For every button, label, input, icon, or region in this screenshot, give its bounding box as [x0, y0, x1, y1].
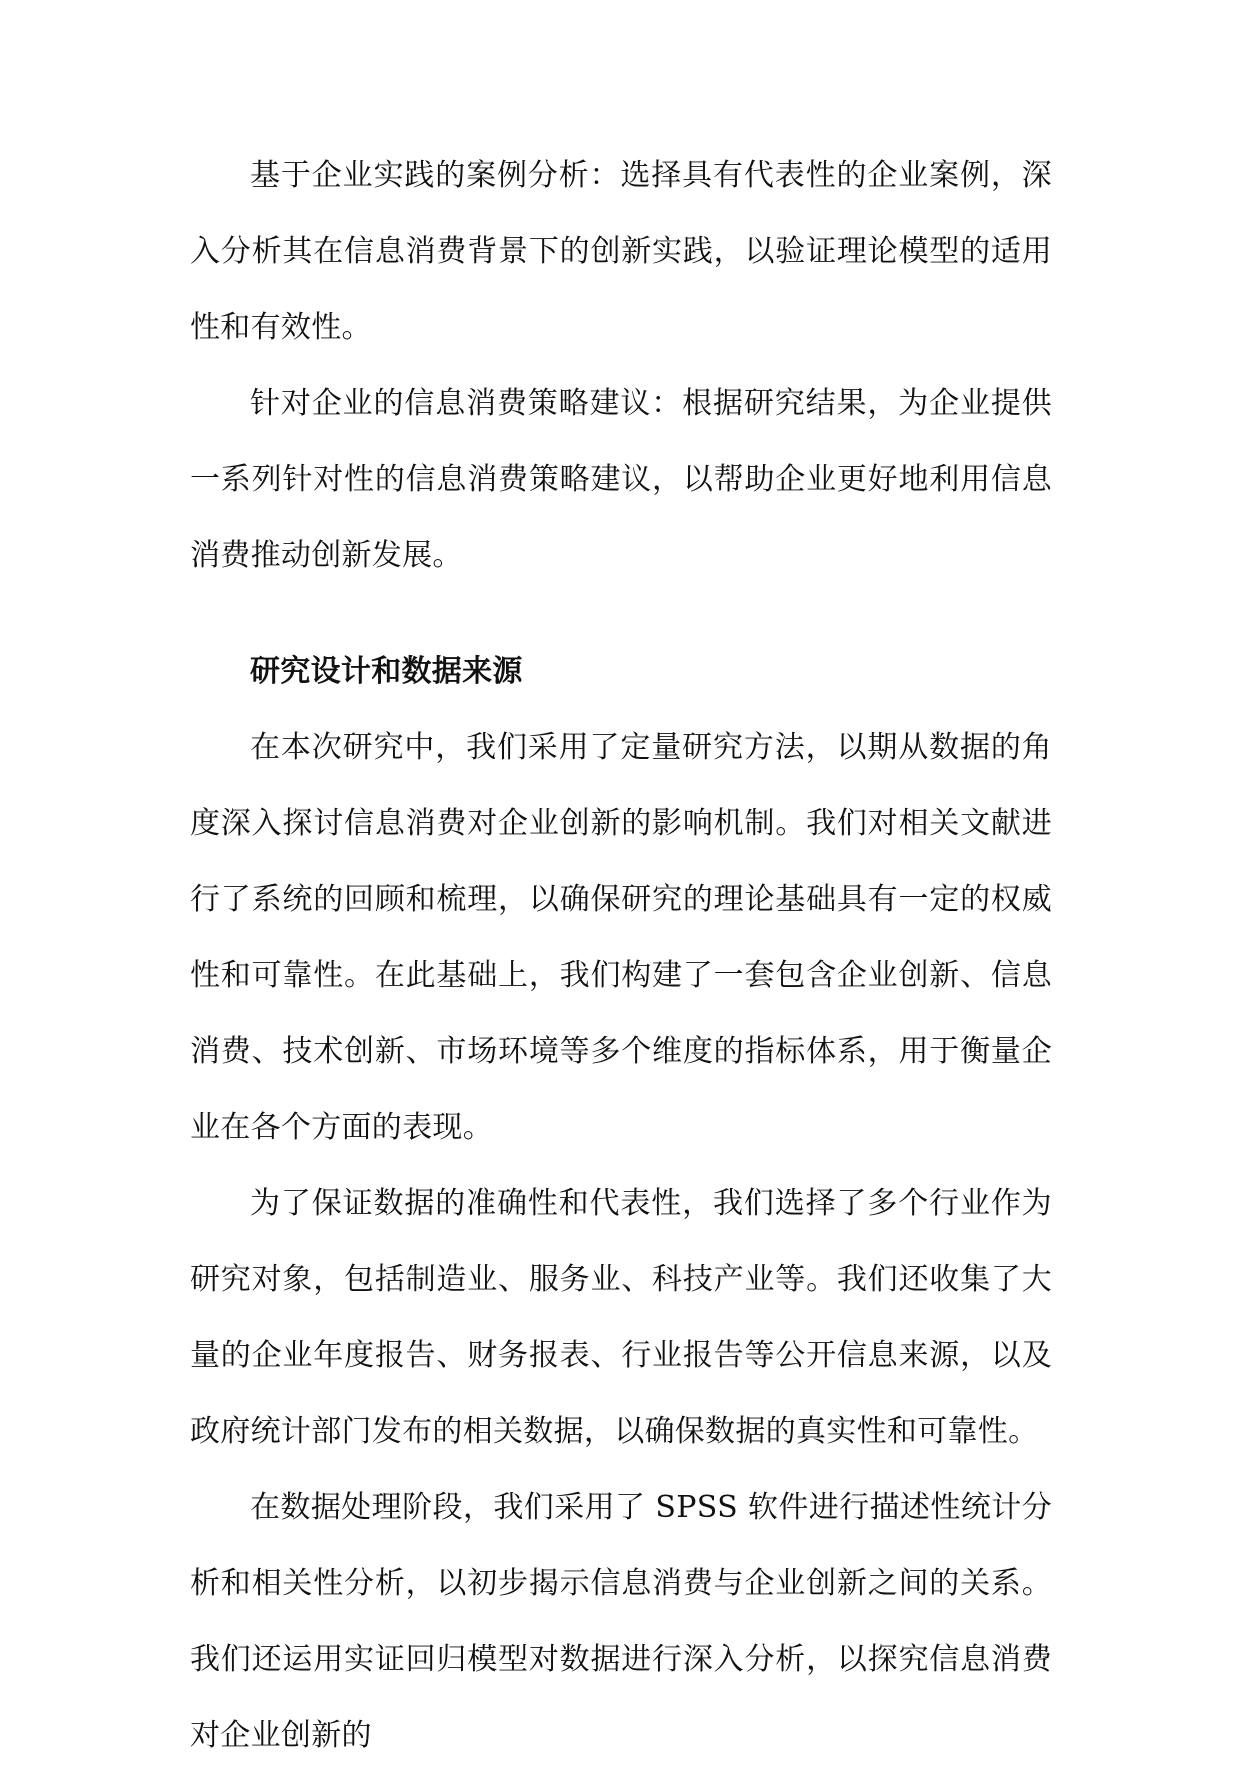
paragraph-data-processing: 在数据处理阶段，我们采用了 SPSS 软件进行描述性统计分析和相关性分析，以初步揭示信息消费与企业创新之间的关系。我们还运用实证回归模型对数据进行深入分析，以探究信息消费对企业创新的 [190, 1490, 1052, 1753]
paragraph-case-analysis: 基于企业实践的案例分析：选择具有代表性的企业案例，深入分析其在信息消费背景下的创新实践，以验证理论模型的适用性和有效性。 [190, 158, 1052, 345]
document-body [190, 138, 1052, 1774]
section-heading: 研究设计和数据来源 [250, 654, 523, 689]
paragraph-research-method: 在本次研究中，我们采用了定量研究方法，以期从数据的角度深入探讨信息消费对企业创新的影响机制。我们对相关文献进行了系统的回顾和梳理，以确保研究的理论基础具有一定的权威性和可靠性。在此基础上，我们构建了一套包含企业创新、信息消费、技术创新、市场环境等多个维度的指标体系，用于衡量企业在各个方面的表现。 [190, 730, 1052, 1145]
paragraph-data-sources: 为了保证数据的准确性和代表性，我们选择了多个行业作为研究对象，包括制造业、服务业、科技产业等。我们还收集了大量的企业年度报告、财务报表、行业报告等公开信息来源，以及政府统计部门发布的相关数据，以确保数据的真实性和可靠性。 [190, 1186, 1052, 1449]
paragraph-strategy-suggestions: 针对企业的信息消费策略建议：根据研究结果，为企业提供一系列针对性的信息消费策略建议，以帮助企业更好地利用信息消费推动创新发展。 [190, 386, 1052, 573]
